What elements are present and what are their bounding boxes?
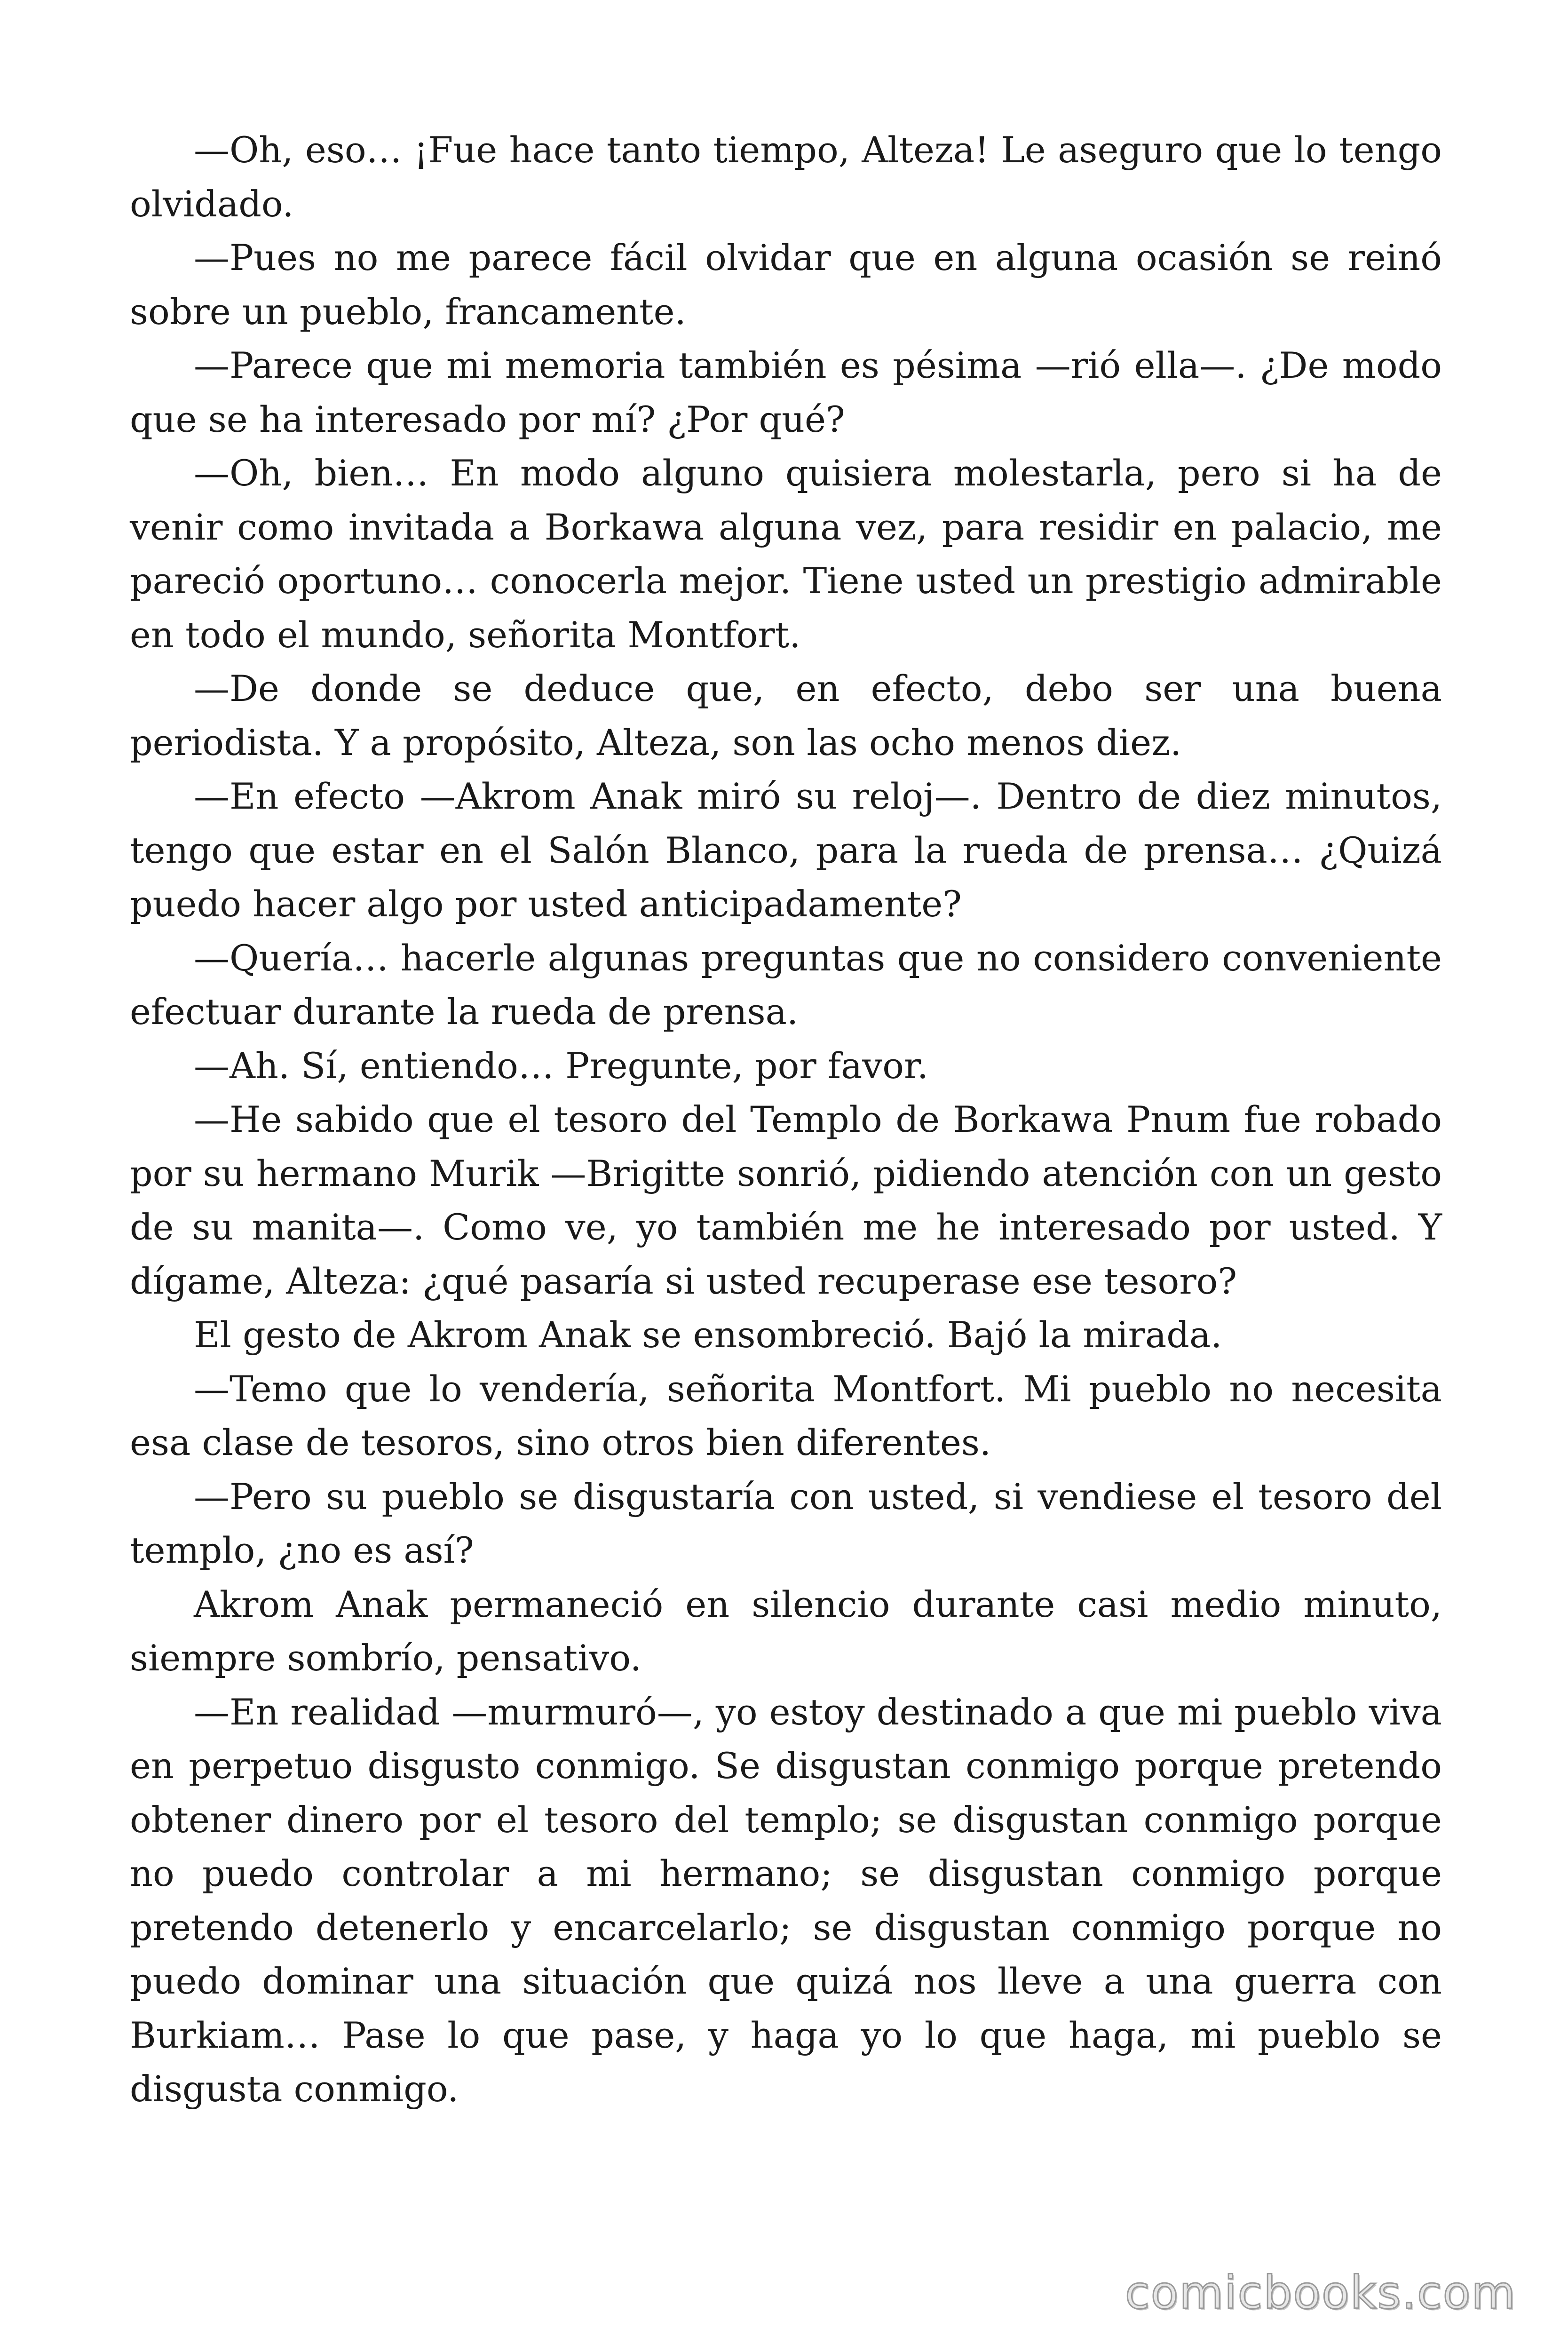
paragraph: —Oh, bien… En modo alguno quisiera molestarla, pero si ha de venir como invitada a Borkawa alguna vez, para residir en palacio, me pareció oportuno… conocerla mejor. Tiene usted un prestigio admirable en todo el mundo, señorita Montfort. (130, 452, 1442, 656)
paragraph: —En realidad —murmuró—, yo estoy destinado a que mi pueblo viva en perpetuo disgusto conmigo. Se disgustan conmigo porque pretendo obtener dinero por el tesoro del templo; se disgustan conmigo porque no puedo controlar a mi hermano; se disgustan conmigo porque pretendo detenerlo y encarcelarlo; se disgustan conmigo porque no puedo dominar una situación que quizá nos lleve a una guerra con Burkiam… Pase lo que pase, y haga yo lo que haga, mi pueblo se disgusta conmigo. (130, 1691, 1442, 2110)
paragraph: —De donde se deduce que, en efecto, debo ser una buena periodista. Y a propósito, Alteza, son las ocho menos diez. (130, 667, 1442, 763)
paragraph: —Pero su pueblo se disgustaría con usted, si vendiese el tesoro del templo, ¿no es así? (130, 1475, 1442, 1571)
body-text (130, 123, 1442, 2116)
paragraph: Akrom Anak permaneció en silencio durante casi medio minuto, siempre sombrío, pensativo. (130, 1583, 1442, 1679)
paragraph: —He sabido que el tesoro del Templo de Borkawa Pnum fue robado por su hermano Murik —Brigitte sonrió, pidiendo atención con un gesto de su manita—. Como ve, yo también me he interesado por usted. Y dígame, Alteza: ¿qué pasaría si usted recuperase ese tesoro? (130, 1098, 1442, 1302)
paragraph: —Ah. Sí, entiendo… Pregunte, por favor. (194, 1044, 929, 1087)
paragraph: —En efecto —Akrom Anak miró su reloj—. Dentro de diez minutos, tengo que estar en el Salón Blanco, para la rueda de prensa… ¿Quizá puedo hacer algo por usted anticipadamente? (130, 775, 1442, 925)
paragraph: —Pues no me parece fácil olvidar que en alguna ocasión se reinó sobre un pueblo, francamente. (130, 237, 1442, 333)
paragraph: —Quería… hacerle algunas preguntas que no considero conveniente efectuar durante la rueda de prensa. (130, 937, 1442, 1033)
paragraph: El gesto de Akrom Anak se ensombreció. Bajó la mirada. (194, 1314, 1222, 1356)
paragraph: —Temo que lo vendería, señorita Montfort. Mi pueblo no necesita esa clase de tesoros, sino otros bien diferentes. (130, 1367, 1442, 1463)
paragraph: —Oh, eso… ¡Fue hace tanto tiempo, Alteza! Le aseguro que lo tengo olvidado. (130, 129, 1442, 225)
watermark: comicbooks.com (1125, 2266, 1516, 2319)
paragraph: —Parece que mi memoria también es pésima —rió ella—. ¿De modo que se ha interesado por mí? ¿Por qué? (130, 344, 1442, 440)
